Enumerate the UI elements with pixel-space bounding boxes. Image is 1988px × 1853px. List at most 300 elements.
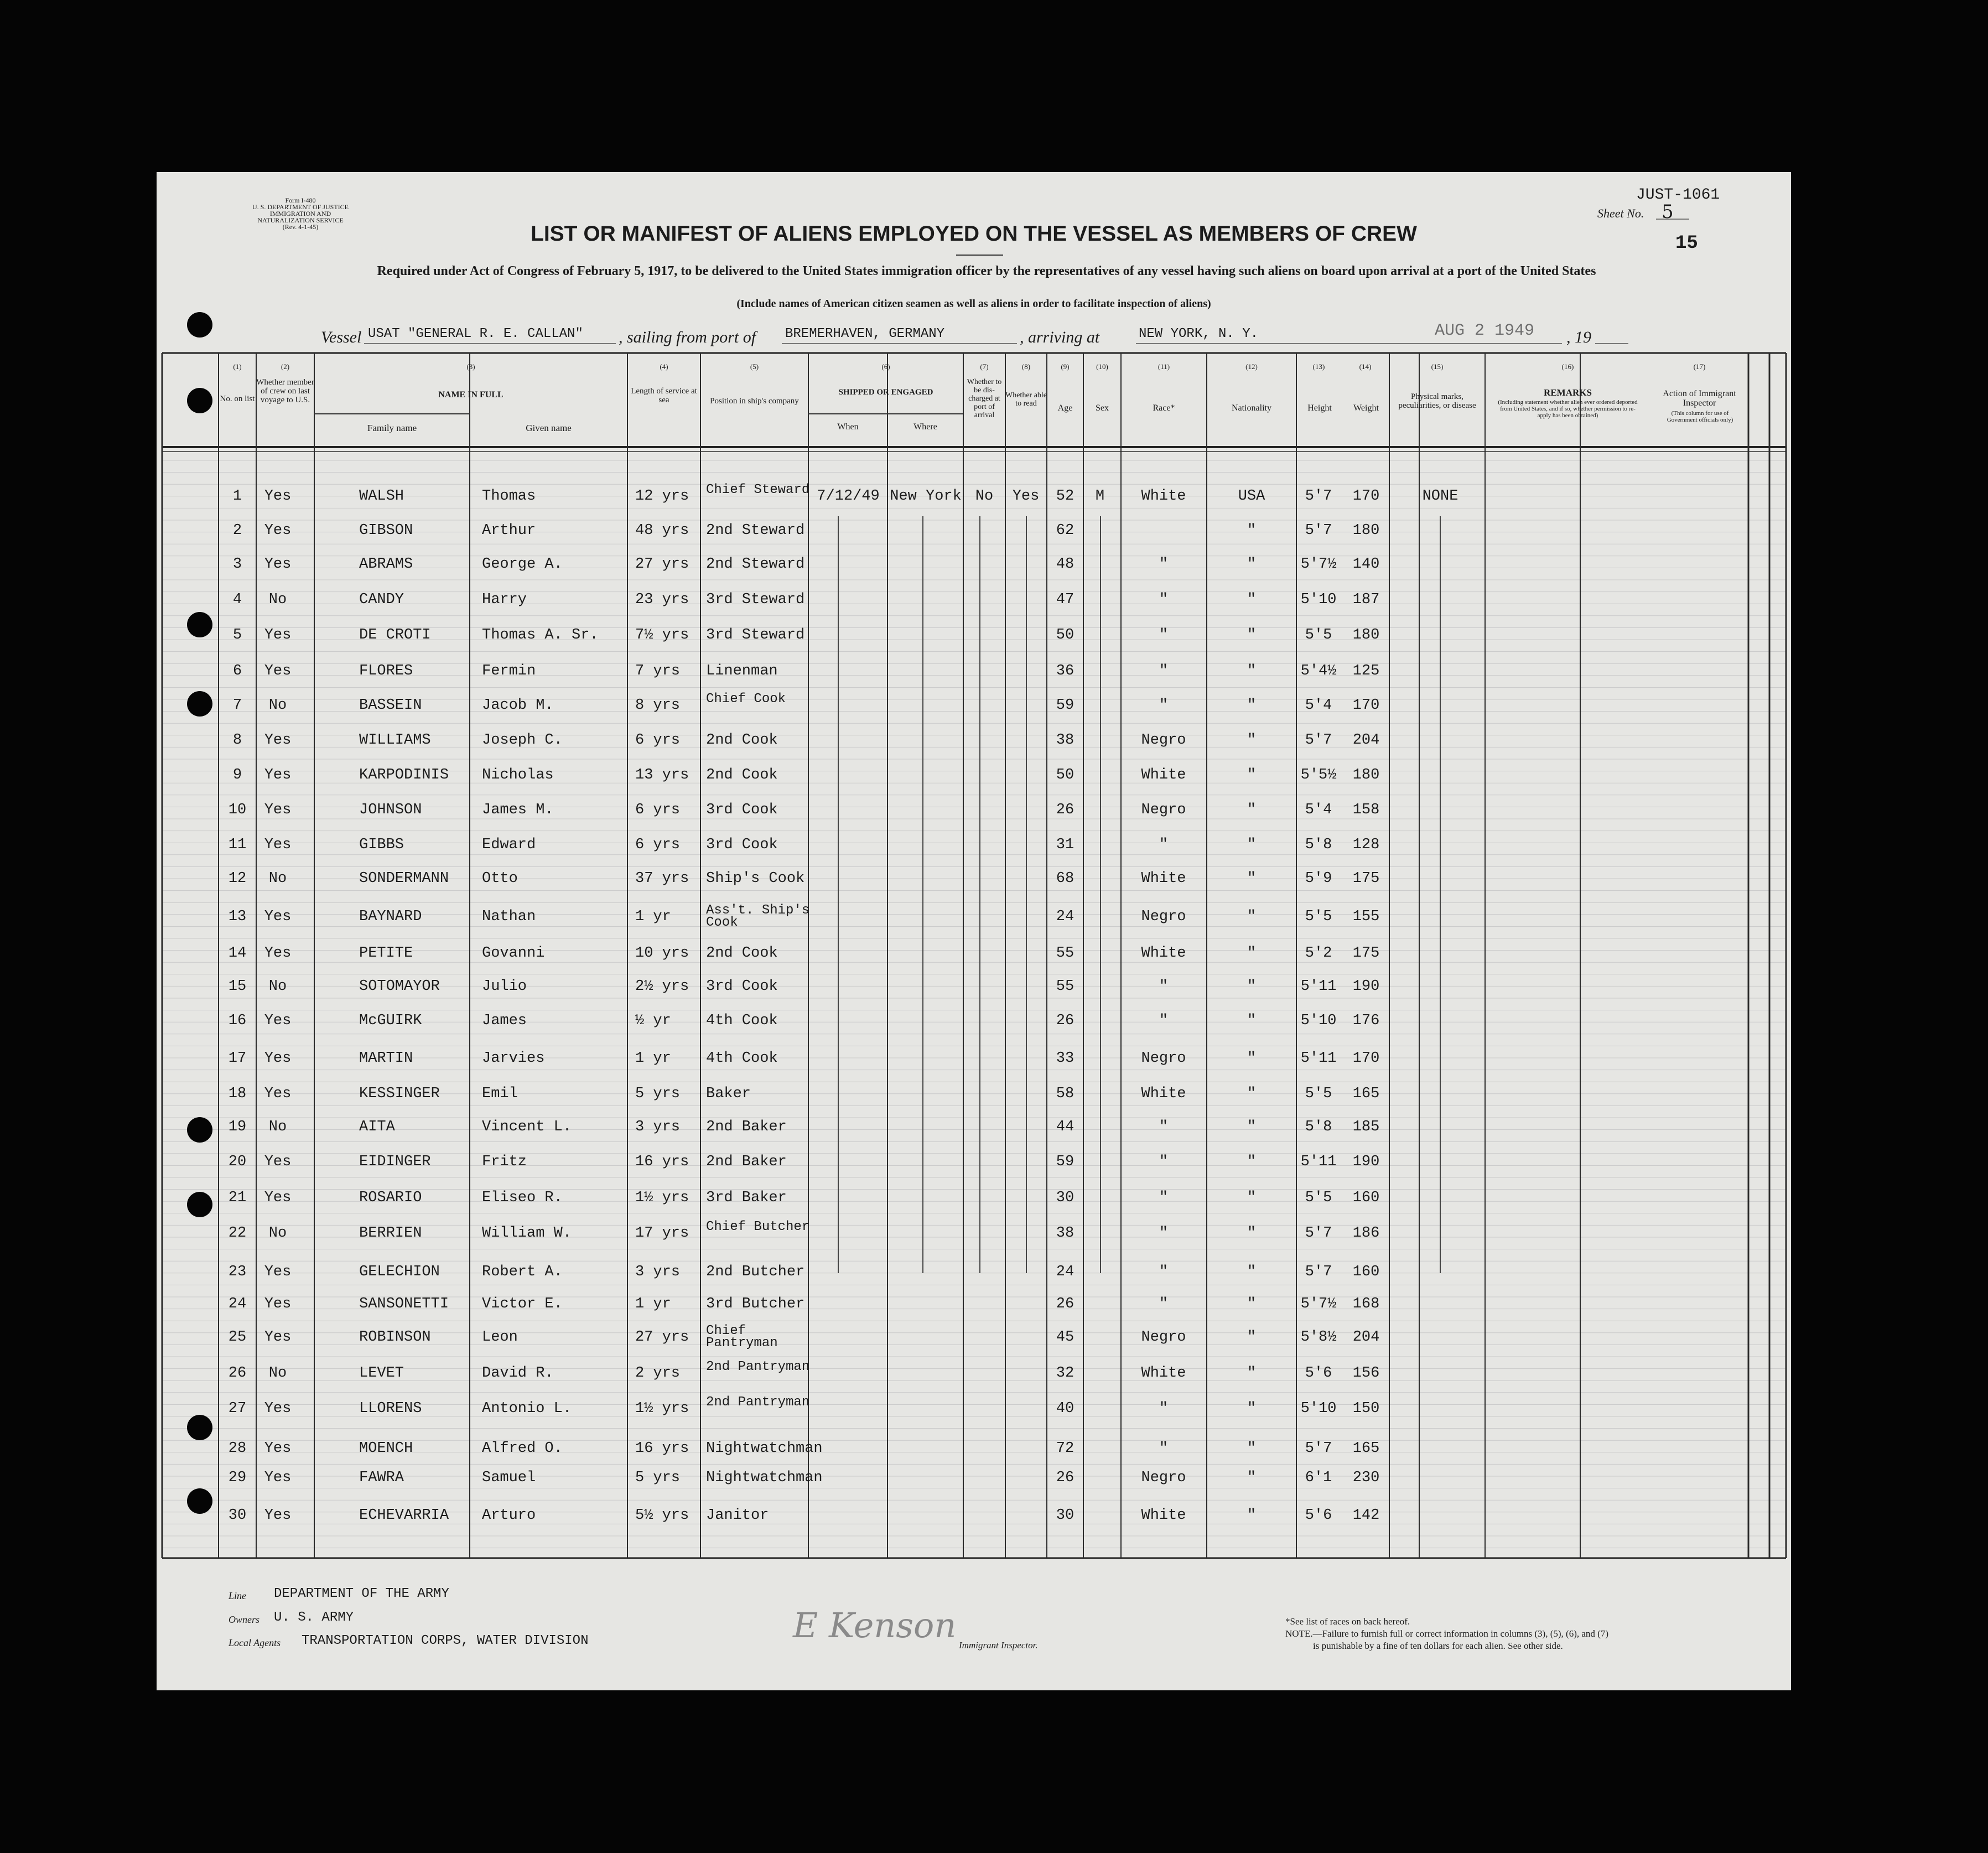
family-name: KARPODINIS bbox=[359, 767, 449, 783]
header-when: When bbox=[837, 422, 859, 432]
crew-last-voyage: Yes bbox=[264, 1050, 292, 1067]
nationality: " bbox=[1247, 978, 1257, 995]
row-number: 11 bbox=[228, 837, 247, 853]
owners-value: U. S. ARMY bbox=[274, 1610, 354, 1625]
length-of-service: 5 yrs bbox=[635, 1470, 681, 1486]
length-of-service: 8 yrs bbox=[635, 697, 681, 714]
sailing-label: , sailing from port of bbox=[619, 328, 756, 346]
header-crew-last-voyage: Whether member of crew on last voyage to U.S. bbox=[256, 378, 314, 404]
weight: 128 bbox=[1352, 837, 1380, 853]
race: Negro bbox=[1141, 909, 1186, 925]
row-number: 14 bbox=[228, 945, 247, 962]
inspector-label: Immigrant Inspector. bbox=[959, 1640, 1038, 1650]
shipped-where: New York bbox=[890, 488, 962, 505]
binder-hole bbox=[187, 1415, 212, 1440]
column-number-15: (15) bbox=[1431, 362, 1444, 371]
age: 58 bbox=[1056, 1086, 1075, 1102]
header-inspector-detail: (This column for use of Government officials only) bbox=[1667, 410, 1733, 423]
port-to: NEW YORK, N. Y. bbox=[1139, 326, 1259, 341]
nationality: " bbox=[1247, 1400, 1257, 1417]
height: 5'10 bbox=[1300, 1400, 1337, 1417]
age: 36 bbox=[1056, 663, 1075, 679]
column-number-7: (7) bbox=[980, 362, 989, 371]
crew-last-voyage: Yes bbox=[264, 1013, 292, 1029]
race: Negro bbox=[1141, 802, 1186, 818]
given-name: Alfred O. bbox=[482, 1440, 563, 1457]
age: 47 bbox=[1056, 591, 1075, 608]
ship-position: 2nd Baker bbox=[706, 1119, 787, 1135]
age: 59 bbox=[1056, 697, 1075, 714]
length-of-service: 6 yrs bbox=[635, 802, 681, 818]
nationality: " bbox=[1247, 1470, 1257, 1486]
length-of-service: 1½ yrs bbox=[635, 1190, 689, 1206]
header-remarks: REMARKS bbox=[1544, 387, 1592, 398]
weight: 175 bbox=[1352, 945, 1380, 962]
given-name: Harry bbox=[482, 591, 527, 608]
weight: 185 bbox=[1352, 1119, 1380, 1135]
stamp-id: JUST-1061 bbox=[1636, 186, 1720, 204]
ship-position: 2nd Butcher bbox=[706, 1264, 805, 1280]
row-number: 24 bbox=[228, 1296, 247, 1312]
length-of-service: 1 yr bbox=[635, 1050, 671, 1067]
column-number-10: (10) bbox=[1096, 362, 1108, 371]
column-number-4: (4) bbox=[660, 362, 668, 371]
nationality: " bbox=[1247, 1013, 1257, 1029]
crew-last-voyage: No bbox=[268, 591, 287, 608]
weight: 186 bbox=[1352, 1225, 1380, 1242]
column-number-9: (9) bbox=[1061, 362, 1070, 371]
race: " bbox=[1159, 627, 1169, 643]
header-remarks-detail: (Including statement whether alien ever ordered deported from United States, and if so, whether permission to re-apply has been obtained) bbox=[1498, 399, 1638, 419]
ship-position: Nightwatchman bbox=[706, 1440, 823, 1457]
age: 33 bbox=[1056, 1050, 1075, 1067]
family-name: LEVET bbox=[359, 1365, 404, 1382]
crew-last-voyage: No bbox=[268, 870, 287, 887]
length-of-service: 16 yrs bbox=[635, 1440, 689, 1457]
family-name: WALSH bbox=[359, 488, 404, 505]
length-of-service: 17 yrs bbox=[635, 1225, 689, 1242]
header-able-to-read: Whether able to read bbox=[1005, 391, 1047, 408]
crew-last-voyage: Yes bbox=[264, 1154, 292, 1170]
nationality: " bbox=[1247, 1119, 1257, 1135]
length-of-service: 1½ yrs bbox=[635, 1400, 689, 1417]
row-number: 9 bbox=[232, 767, 242, 783]
ship-position: 4th Cook bbox=[706, 1013, 778, 1029]
race: White bbox=[1141, 1365, 1186, 1382]
age: 38 bbox=[1056, 732, 1075, 749]
age: 72 bbox=[1056, 1440, 1075, 1457]
column-number-6: (6) bbox=[881, 362, 890, 371]
given-name: Julio bbox=[482, 978, 527, 995]
ship-position: Chief Pantryman bbox=[706, 1323, 778, 1351]
age: 30 bbox=[1056, 1507, 1075, 1524]
row-number: 16 bbox=[228, 1013, 247, 1029]
given-name: William W. bbox=[482, 1225, 572, 1242]
length-of-service: 3 yrs bbox=[635, 1119, 681, 1135]
header-where: Where bbox=[913, 422, 937, 432]
nationality: " bbox=[1247, 1507, 1257, 1524]
owners-label: Owners bbox=[229, 1614, 260, 1625]
race: " bbox=[1159, 1440, 1169, 1457]
header-sex: Sex bbox=[1096, 403, 1109, 413]
height: 5'4½ bbox=[1300, 663, 1337, 679]
weight: 168 bbox=[1352, 1296, 1380, 1312]
weight: 170 bbox=[1352, 697, 1380, 714]
height: 5'4 bbox=[1305, 697, 1332, 714]
race: " bbox=[1159, 697, 1169, 714]
column-number-2: (2) bbox=[281, 362, 290, 371]
race: " bbox=[1159, 1264, 1169, 1280]
height: 5'2 bbox=[1305, 945, 1332, 962]
given-name: Thomas bbox=[482, 488, 536, 505]
race: White bbox=[1141, 488, 1186, 505]
height: 5'7 bbox=[1305, 1225, 1332, 1242]
family-name: FLORES bbox=[359, 663, 413, 679]
row-number: 20 bbox=[228, 1154, 247, 1170]
crew-last-voyage: Yes bbox=[264, 837, 292, 853]
age: 45 bbox=[1056, 1329, 1075, 1346]
row-number: 27 bbox=[228, 1400, 247, 1417]
ship-position: 2nd Baker bbox=[706, 1154, 787, 1170]
height: 5'6 bbox=[1305, 1507, 1332, 1524]
length-of-service: 6 yrs bbox=[635, 837, 681, 853]
family-name: ABRAMS bbox=[359, 556, 413, 573]
given-name: Leon bbox=[482, 1329, 518, 1346]
nationality: " bbox=[1247, 1264, 1257, 1280]
given-name: Nathan bbox=[482, 909, 536, 925]
height: 5'7½ bbox=[1300, 1296, 1337, 1312]
family-name: WILLIAMS bbox=[359, 732, 431, 749]
family-name: MARTIN bbox=[359, 1050, 413, 1067]
length-of-service: 6 yrs bbox=[635, 732, 681, 749]
page-number: 15 bbox=[1675, 233, 1698, 254]
age: 44 bbox=[1056, 1119, 1075, 1135]
race: " bbox=[1159, 1225, 1169, 1242]
row-number: 25 bbox=[228, 1329, 247, 1346]
ship-position: 2nd Cook bbox=[706, 732, 778, 749]
nationality: " bbox=[1247, 556, 1257, 573]
crew-last-voyage: Yes bbox=[264, 909, 292, 925]
nationality: " bbox=[1247, 1440, 1257, 1457]
height: 5'7 bbox=[1305, 488, 1332, 505]
crew-last-voyage: Yes bbox=[264, 1329, 292, 1346]
given-name: Fermin bbox=[482, 663, 536, 679]
row-number: 30 bbox=[228, 1507, 247, 1524]
ship-position: Janitor bbox=[706, 1507, 769, 1524]
given-name: Otto bbox=[482, 870, 518, 887]
given-name: Emil bbox=[482, 1086, 518, 1102]
given-name: Arthur bbox=[482, 522, 536, 539]
age: 40 bbox=[1056, 1400, 1075, 1417]
form-revision: (Rev. 4-1-45) bbox=[282, 223, 319, 231]
height: 5'8 bbox=[1305, 837, 1332, 853]
family-name: ECHEVARRIA bbox=[359, 1507, 449, 1524]
ship-position: 3rd Steward bbox=[706, 627, 805, 643]
row-number: 29 bbox=[228, 1470, 247, 1486]
family-name: KESSINGER bbox=[359, 1086, 440, 1102]
column-number-16: (16) bbox=[1561, 362, 1574, 371]
nationality: " bbox=[1247, 1086, 1257, 1102]
races-note: *See list of races on back hereof. bbox=[1285, 1616, 1410, 1627]
ship-position: Linenman bbox=[706, 663, 778, 679]
family-name: LLORENS bbox=[359, 1400, 422, 1417]
nationality: " bbox=[1247, 1190, 1257, 1206]
row-number: 5 bbox=[232, 627, 242, 643]
page-note: (Include names of American citizen seamen as well as aliens in order to facilitate inspection of aliens) bbox=[736, 298, 1211, 310]
family-name: PETITE bbox=[359, 945, 413, 962]
length-of-service: 1 yr bbox=[635, 909, 671, 925]
nationality: " bbox=[1247, 732, 1257, 749]
height: 5'7 bbox=[1305, 522, 1332, 539]
age: 24 bbox=[1056, 909, 1075, 925]
weight: 176 bbox=[1352, 1013, 1380, 1029]
row-number: 1 bbox=[232, 488, 242, 505]
row-number: 2 bbox=[232, 522, 242, 539]
weight: 140 bbox=[1352, 556, 1380, 573]
given-name: Govanni bbox=[482, 945, 545, 962]
page-title: LIST OR MANIFEST OF ALIENS EMPLOYED ON THE VESSEL AS MEMBERS OF CREW bbox=[531, 222, 1417, 246]
nationality: " bbox=[1247, 697, 1257, 714]
nationality: " bbox=[1247, 837, 1257, 853]
family-name: McGUIRK bbox=[359, 1013, 422, 1029]
given-name: Jarvies bbox=[482, 1050, 545, 1067]
nationality: " bbox=[1247, 591, 1257, 608]
weight: 158 bbox=[1352, 802, 1380, 818]
ship-position: 2nd Cook bbox=[706, 945, 778, 962]
ship-position: Nightwatchman bbox=[706, 1470, 823, 1486]
crew-last-voyage: Yes bbox=[264, 556, 292, 573]
header-position: Position in ship's company bbox=[710, 397, 799, 406]
weight: 204 bbox=[1352, 1329, 1380, 1346]
row-number: 28 bbox=[228, 1440, 247, 1457]
race: " bbox=[1159, 1154, 1169, 1170]
length-of-service: 3 yrs bbox=[635, 1264, 681, 1280]
agents-label: Local Agents bbox=[229, 1637, 281, 1648]
family-name: ROSARIO bbox=[359, 1190, 422, 1206]
age: 55 bbox=[1056, 978, 1075, 995]
crew-last-voyage: Yes bbox=[264, 1440, 292, 1457]
weight: 160 bbox=[1352, 1190, 1380, 1206]
weight: 165 bbox=[1352, 1086, 1380, 1102]
height: 5'10 bbox=[1300, 591, 1337, 608]
crew-last-voyage: No bbox=[268, 1225, 287, 1242]
binder-hole bbox=[187, 612, 212, 637]
given-name: Samuel bbox=[482, 1470, 536, 1486]
row-number: 3 bbox=[232, 556, 242, 573]
age: 26 bbox=[1056, 1470, 1075, 1486]
given-name: Edward bbox=[482, 837, 536, 853]
height: 5'10 bbox=[1300, 1013, 1337, 1029]
height: 6'1 bbox=[1305, 1470, 1332, 1486]
row-number: 23 bbox=[228, 1264, 247, 1280]
able-to-read: Yes bbox=[1012, 488, 1040, 505]
race: " bbox=[1159, 556, 1169, 573]
header-physical-marks: Physical marks, peculiarities, or disease bbox=[1398, 392, 1476, 410]
family-name: MOENCH bbox=[359, 1440, 413, 1457]
family-name: BAYNARD bbox=[359, 909, 422, 925]
nationality: USA bbox=[1238, 488, 1265, 505]
header-inspector-action: Action of Immigrant Inspector bbox=[1663, 389, 1736, 408]
header-discharged: Whether to be dis-charged at port of arrival bbox=[967, 378, 1002, 419]
race: " bbox=[1159, 837, 1169, 853]
length-of-service: 13 yrs bbox=[635, 767, 689, 783]
given-name: Arturo bbox=[482, 1507, 536, 1524]
given-name: Antonio L. bbox=[482, 1400, 572, 1417]
column-number-11: (11) bbox=[1157, 362, 1170, 371]
race: " bbox=[1159, 1119, 1169, 1135]
age: 38 bbox=[1056, 1225, 1075, 1242]
row-number: 19 bbox=[228, 1119, 247, 1135]
family-name: BERRIEN bbox=[359, 1225, 422, 1242]
race: " bbox=[1159, 1190, 1169, 1206]
given-name: Jacob M. bbox=[482, 697, 554, 714]
height: 5'6 bbox=[1305, 1365, 1332, 1382]
weight: 180 bbox=[1352, 522, 1380, 539]
weight: 155 bbox=[1352, 909, 1380, 925]
given-name: Victor E. bbox=[482, 1296, 563, 1312]
height: 5'7 bbox=[1305, 1264, 1332, 1280]
given-name: James bbox=[482, 1013, 527, 1029]
row-number: 26 bbox=[228, 1365, 247, 1382]
height: 5'7 bbox=[1305, 732, 1332, 749]
crew-last-voyage: Yes bbox=[264, 488, 292, 505]
header-no-on-list: No. on list bbox=[220, 395, 255, 403]
race: Negro bbox=[1141, 732, 1186, 749]
weight: 170 bbox=[1352, 1050, 1380, 1067]
family-name: AITA bbox=[359, 1119, 395, 1135]
crew-last-voyage: Yes bbox=[264, 1086, 292, 1102]
family-name: GELECHION bbox=[359, 1264, 440, 1280]
ship-position: Chief Steward bbox=[706, 482, 810, 497]
length-of-service: 23 yrs bbox=[635, 591, 689, 608]
crew-last-voyage: No bbox=[268, 697, 287, 714]
nationality: " bbox=[1247, 909, 1257, 925]
line-value: DEPARTMENT OF THE ARMY bbox=[274, 1586, 449, 1601]
column-number-17: (17) bbox=[1693, 362, 1706, 371]
crew-last-voyage: Yes bbox=[264, 627, 292, 643]
crew-last-voyage: Yes bbox=[264, 1190, 292, 1206]
height: 5'11 bbox=[1300, 1154, 1337, 1170]
given-name: Eliseo R. bbox=[482, 1190, 563, 1206]
given-name: James M. bbox=[482, 802, 554, 818]
height: 5'7½ bbox=[1300, 556, 1337, 573]
arriving-label: , arriving at bbox=[1020, 328, 1100, 346]
ship-position: Chief Cook bbox=[706, 692, 786, 707]
column-number-14: (14) bbox=[1359, 362, 1372, 371]
age: 59 bbox=[1056, 1154, 1075, 1170]
column-number-5: (5) bbox=[750, 362, 759, 371]
given-name: Robert A. bbox=[482, 1264, 563, 1280]
crew-last-voyage: Yes bbox=[264, 802, 292, 818]
binder-hole bbox=[187, 388, 212, 413]
family-name: JOHNSON bbox=[359, 802, 422, 818]
family-name: GIBBS bbox=[359, 837, 404, 853]
weight: 142 bbox=[1352, 1507, 1380, 1524]
row-number: 21 bbox=[228, 1190, 247, 1206]
column-number-8: (8) bbox=[1021, 362, 1031, 371]
length-of-service: 12 yrs bbox=[635, 488, 689, 505]
race: " bbox=[1159, 1296, 1169, 1312]
header-nationality: Nationality bbox=[1232, 403, 1271, 413]
crew-last-voyage: Yes bbox=[264, 663, 292, 679]
weight: 190 bbox=[1352, 1154, 1380, 1170]
ship-position: 3rd Butcher bbox=[706, 1296, 805, 1312]
manifest-sheet bbox=[157, 172, 1791, 1690]
sheet-label: Sheet No. bbox=[1597, 206, 1644, 220]
given-name: George A. bbox=[482, 556, 563, 573]
height: 5'5 bbox=[1305, 627, 1332, 643]
age: 48 bbox=[1056, 556, 1075, 573]
shipped-when: 7/12/49 bbox=[817, 488, 880, 505]
ship-position: 2nd Steward bbox=[706, 522, 805, 539]
weight: 170 bbox=[1352, 488, 1380, 505]
length-of-service: 5½ yrs bbox=[635, 1507, 689, 1524]
weight: 180 bbox=[1352, 627, 1380, 643]
binder-hole bbox=[187, 312, 212, 338]
weight: 180 bbox=[1352, 767, 1380, 783]
age: 52 bbox=[1056, 488, 1075, 505]
length-of-service: 27 yrs bbox=[635, 1329, 689, 1346]
page-subtitle: Required under Act of Congress of February 5, 1917, to be delivered to the United States immigration officer by the representatives of any vessel having such aliens on board upon arrival at a port of the United States bbox=[377, 264, 1596, 278]
height: 5'4 bbox=[1305, 802, 1332, 818]
row-number: 4 bbox=[232, 591, 242, 608]
ship-position: 2nd Cook bbox=[706, 767, 778, 783]
race: Negro bbox=[1141, 1329, 1186, 1346]
weight: 230 bbox=[1352, 1470, 1380, 1486]
nationality: " bbox=[1247, 1154, 1257, 1170]
column-number-3: (3) bbox=[466, 362, 475, 371]
family-name: SOTOMAYOR bbox=[359, 978, 440, 995]
crew-last-voyage: Yes bbox=[264, 732, 292, 749]
age: 68 bbox=[1056, 870, 1075, 887]
vessel-name: USAT "GENERAL R. E. CALLAN" bbox=[368, 326, 583, 341]
nationality: " bbox=[1247, 1296, 1257, 1312]
column-number-13: (13) bbox=[1312, 362, 1325, 371]
ship-position: 2nd Pantryman bbox=[706, 1359, 810, 1374]
race: Negro bbox=[1141, 1050, 1186, 1067]
crew-last-voyage: Yes bbox=[264, 1264, 292, 1280]
crew-last-voyage: Yes bbox=[264, 522, 292, 539]
form-number: Form I-480 bbox=[285, 196, 316, 204]
family-name: ROBINSON bbox=[359, 1329, 431, 1346]
family-name: GIBSON bbox=[359, 522, 413, 539]
race: " bbox=[1159, 663, 1169, 679]
crew-last-voyage: Yes bbox=[264, 1296, 292, 1312]
height: 5'9 bbox=[1305, 870, 1332, 887]
department-name: U. S. DEPARTMENT OF JUSTICE bbox=[252, 203, 349, 211]
length-of-service: 5 yrs bbox=[635, 1086, 681, 1102]
header-given-name: Given name bbox=[526, 423, 572, 433]
crew-last-voyage: Yes bbox=[264, 1470, 292, 1486]
header-name-in-full: NAME IN FULL bbox=[438, 390, 504, 399]
header-age: Age bbox=[1057, 403, 1073, 413]
nationality: " bbox=[1247, 627, 1257, 643]
age: 55 bbox=[1056, 945, 1075, 962]
length-of-service: 16 yrs bbox=[635, 1154, 689, 1170]
nationality: " bbox=[1247, 945, 1257, 962]
line-label: Line bbox=[229, 1590, 247, 1601]
age: 31 bbox=[1056, 837, 1075, 853]
header-race: Race* bbox=[1153, 403, 1175, 413]
penalty-note-2: is punishable by a fine of ten dollars for each alien. See other side. bbox=[1313, 1641, 1563, 1651]
family-name: SANSONETTI bbox=[359, 1296, 449, 1312]
nationality: " bbox=[1247, 663, 1257, 679]
weight: 175 bbox=[1352, 870, 1380, 887]
row-number: 17 bbox=[228, 1050, 247, 1067]
age: 50 bbox=[1056, 627, 1075, 643]
age: 26 bbox=[1056, 1296, 1075, 1312]
header-weight: Weight bbox=[1353, 403, 1379, 413]
